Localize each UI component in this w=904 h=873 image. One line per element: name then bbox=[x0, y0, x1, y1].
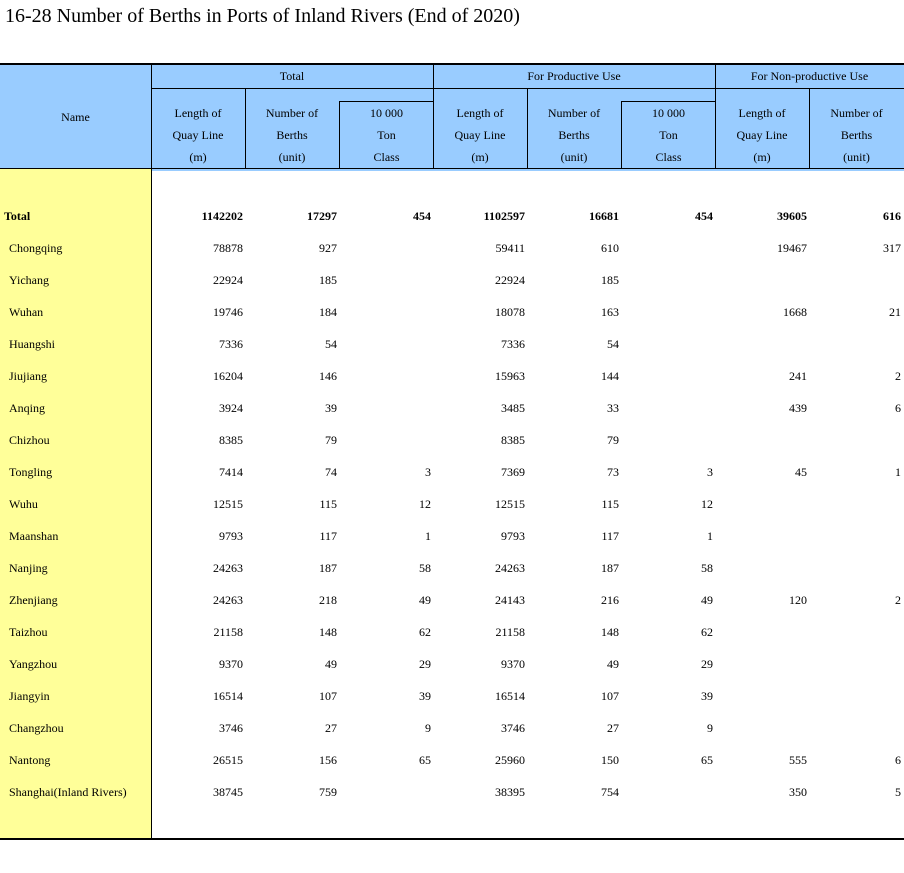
table-cell: 555 bbox=[789, 753, 807, 767]
table-cell: 21158 bbox=[495, 625, 525, 639]
subheader-line: Class bbox=[373, 150, 400, 164]
table-cell: 9 bbox=[425, 721, 431, 735]
table-cell: 150 bbox=[601, 753, 619, 767]
table-cell: 3 bbox=[425, 465, 431, 479]
table-cell: 759 bbox=[319, 785, 337, 799]
subheader-line: (m) bbox=[189, 150, 207, 164]
table-cell: 454 bbox=[413, 209, 431, 223]
table-cell: 350 bbox=[789, 785, 807, 799]
table-row bbox=[0, 488, 904, 520]
table-cell: 9 bbox=[707, 721, 713, 735]
table-cell: 115 bbox=[601, 497, 619, 511]
group-non-productive: For Non-productive Use bbox=[750, 69, 869, 83]
table-cell: 187 bbox=[319, 561, 337, 575]
port-name: Tongling bbox=[9, 465, 53, 479]
table-cell: 3485 bbox=[501, 401, 525, 415]
port-name: Yichang bbox=[9, 273, 49, 287]
table-cell: 49 bbox=[607, 657, 619, 671]
table-cell: 39 bbox=[701, 689, 713, 703]
subheader-cell bbox=[151, 102, 245, 168]
table-row bbox=[0, 296, 904, 328]
page-title: 16-28 Number of Berths in Ports of Inland Rivers (End of 2020) bbox=[5, 5, 520, 27]
table-cell: 107 bbox=[601, 689, 619, 703]
table-cell: 115 bbox=[319, 497, 337, 511]
table-row bbox=[0, 552, 904, 584]
table-cell: 12 bbox=[419, 497, 431, 511]
table-cell: 18078 bbox=[495, 305, 525, 319]
table-cell: 22924 bbox=[495, 273, 525, 287]
table-cell: 24263 bbox=[213, 593, 243, 607]
table-cell: 12 bbox=[701, 497, 713, 511]
table-cell: 78878 bbox=[213, 241, 243, 255]
table-row bbox=[0, 584, 904, 616]
table-row bbox=[0, 520, 904, 552]
table-cell: 7414 bbox=[219, 465, 243, 479]
table-cell: 187 bbox=[601, 561, 619, 575]
subheader-cell bbox=[715, 102, 809, 168]
header-rule bbox=[0, 168, 904, 169]
subheader-line: Length of bbox=[174, 106, 222, 120]
subheader-line: (unit) bbox=[560, 150, 588, 164]
table-cell: 29 bbox=[419, 657, 431, 671]
subheader-line: (m) bbox=[471, 150, 489, 164]
table-cell: 39 bbox=[419, 689, 431, 703]
table-cell: 1 bbox=[425, 529, 431, 543]
port-name: Shanghai(Inland Rivers) bbox=[9, 785, 127, 799]
table-cell: 184 bbox=[319, 305, 337, 319]
table-row bbox=[0, 264, 904, 296]
table-cell: 120 bbox=[789, 593, 807, 607]
table-cell: 185 bbox=[319, 273, 337, 287]
table-cell: 454 bbox=[695, 209, 713, 223]
table-cell: 317 bbox=[883, 241, 901, 255]
table-cell: 5 bbox=[895, 785, 901, 799]
subheader-line: (unit) bbox=[843, 150, 870, 164]
subheader-line: Ton bbox=[659, 128, 678, 142]
table-cell: 59411 bbox=[495, 241, 525, 255]
table-cell: 12515 bbox=[495, 497, 525, 511]
port-name: Taizhou bbox=[9, 625, 48, 639]
table-cell: 27 bbox=[607, 721, 619, 735]
table-cell: 21158 bbox=[213, 625, 243, 639]
table-cell: 1 bbox=[895, 465, 901, 479]
table-cell: 6 bbox=[895, 753, 901, 767]
table-cell: 1668 bbox=[783, 305, 807, 319]
subheader-line: Length of bbox=[738, 106, 786, 120]
port-name: Anqing bbox=[9, 401, 45, 415]
table-row bbox=[0, 456, 904, 488]
port-name: Changzhou bbox=[9, 721, 64, 735]
port-name: Zhenjiang bbox=[9, 593, 58, 607]
subheader-line: 10 000 bbox=[652, 106, 685, 120]
subheader-line: Berths bbox=[276, 128, 308, 142]
group-productive: For Productive Use bbox=[527, 69, 621, 83]
table-cell: 148 bbox=[319, 625, 337, 639]
table-cell: 54 bbox=[607, 337, 619, 351]
table-cell: 58 bbox=[419, 561, 431, 575]
table-cell: 7336 bbox=[501, 337, 525, 351]
port-name: Jiujiang bbox=[9, 369, 47, 383]
table-cell: 1142202 bbox=[201, 209, 243, 223]
subheader-line: (unit) bbox=[278, 150, 306, 164]
table-cell: 16514 bbox=[495, 689, 525, 703]
table-cell: 439 bbox=[789, 401, 807, 415]
subheader-line: Berths bbox=[840, 128, 873, 142]
subheader-line: Quay Line bbox=[454, 128, 506, 142]
subheader-cell bbox=[809, 102, 904, 168]
table-cell: 241 bbox=[789, 369, 807, 383]
table-cell: 29 bbox=[701, 657, 713, 671]
table-cell: 65 bbox=[419, 753, 431, 767]
subheader-line: Quay Line bbox=[736, 128, 788, 142]
table-row bbox=[0, 712, 904, 744]
table-row bbox=[0, 232, 904, 264]
subheader-cell bbox=[433, 102, 527, 168]
table-row bbox=[0, 744, 904, 776]
table-cell: 610 bbox=[601, 241, 619, 255]
table-cell: 9370 bbox=[501, 657, 525, 671]
table-cell: 3 bbox=[707, 465, 713, 479]
table-cell: 2 bbox=[895, 369, 901, 383]
subheader-cell bbox=[621, 102, 716, 168]
table-cell: 9793 bbox=[501, 529, 525, 543]
port-name: Chizhou bbox=[9, 433, 50, 447]
subheader-cell bbox=[527, 102, 621, 168]
table-cell: 7369 bbox=[501, 465, 525, 479]
table-cell: 117 bbox=[601, 529, 619, 543]
table-cell: 25960 bbox=[495, 753, 525, 767]
port-name: Maanshan bbox=[9, 529, 59, 543]
table-cell: 54 bbox=[325, 337, 337, 351]
table-row-total bbox=[0, 200, 904, 232]
table-row bbox=[0, 648, 904, 680]
table-cell: 65 bbox=[701, 753, 713, 767]
table-cell: 33 bbox=[607, 401, 619, 415]
table-cell: 79 bbox=[607, 433, 619, 447]
table-cell: 38395 bbox=[495, 785, 525, 799]
table-cell: 1102597 bbox=[483, 209, 525, 223]
table-cell: 24263 bbox=[495, 561, 525, 575]
table-cell: 117 bbox=[319, 529, 337, 543]
port-name: Wuhan bbox=[9, 305, 44, 319]
table-cell: 107 bbox=[319, 689, 337, 703]
table-cell: 9370 bbox=[219, 657, 243, 671]
subheader-line: 10 000 bbox=[370, 106, 403, 120]
port-name: Yangzhou bbox=[9, 657, 58, 671]
table-cell: 216 bbox=[601, 593, 619, 607]
table-cell: 73 bbox=[607, 465, 619, 479]
table-cell: 8385 bbox=[219, 433, 243, 447]
table-cell: 3924 bbox=[219, 401, 243, 415]
table-cell: 148 bbox=[601, 625, 619, 639]
table-row bbox=[0, 424, 904, 456]
table-cell: 163 bbox=[601, 305, 619, 319]
table-cell: 79 bbox=[325, 433, 337, 447]
table-row bbox=[0, 680, 904, 712]
table-cell: 74 bbox=[325, 465, 337, 479]
table-cell: 156 bbox=[319, 753, 337, 767]
subheader-line: Quay Line bbox=[172, 128, 224, 142]
subheader-line: Berths bbox=[558, 128, 590, 142]
port-name: Nantong bbox=[9, 753, 51, 767]
subheader-line: Ton bbox=[377, 128, 396, 142]
bottom-rule bbox=[0, 838, 904, 840]
table-cell: 15963 bbox=[495, 369, 525, 383]
table-cell: 16204 bbox=[213, 369, 243, 383]
table-cell: 3746 bbox=[219, 721, 243, 735]
table-cell: 49 bbox=[325, 657, 337, 671]
table-cell: 27 bbox=[325, 721, 337, 735]
table-cell: 58 bbox=[701, 561, 713, 575]
table-cell: 218 bbox=[319, 593, 337, 607]
subheader-line: Length of bbox=[456, 106, 504, 120]
subheader-cell bbox=[245, 102, 339, 168]
port-name: Wuhu bbox=[9, 497, 38, 511]
table-cell: 45 bbox=[795, 465, 807, 479]
table-cell: 2 bbox=[895, 593, 901, 607]
table-cell: 49 bbox=[419, 593, 431, 607]
table-cell: 16681 bbox=[589, 209, 619, 223]
table-cell: 754 bbox=[601, 785, 619, 799]
port-name: Total bbox=[4, 209, 31, 223]
table-cell: 39 bbox=[325, 401, 337, 415]
table-cell: 17297 bbox=[307, 209, 337, 223]
table-row bbox=[0, 616, 904, 648]
table-row bbox=[0, 776, 904, 808]
port-name: Jiangyin bbox=[9, 689, 50, 703]
port-name: Nanjing bbox=[9, 561, 48, 575]
table-cell: 19746 bbox=[213, 305, 243, 319]
subheader-line: Number of bbox=[830, 106, 883, 120]
table-cell: 62 bbox=[701, 625, 713, 639]
table-row bbox=[0, 392, 904, 424]
table-cell: 6 bbox=[895, 401, 901, 415]
table-cell: 616 bbox=[883, 209, 901, 223]
table-cell: 16514 bbox=[213, 689, 243, 703]
table-cell: 9793 bbox=[219, 529, 243, 543]
table-cell: 24263 bbox=[213, 561, 243, 575]
table-cell: 22924 bbox=[213, 273, 243, 287]
group-total: Total bbox=[279, 69, 305, 83]
table-cell: 927 bbox=[319, 241, 337, 255]
subheader-cell bbox=[339, 102, 434, 168]
table-cell: 8385 bbox=[501, 433, 525, 447]
table-row bbox=[0, 328, 904, 360]
table-cell: 62 bbox=[419, 625, 431, 639]
table-cell: 19467 bbox=[777, 241, 807, 255]
table-cell: 7336 bbox=[219, 337, 243, 351]
port-name: Chongqing bbox=[9, 241, 63, 255]
port-name: Huangshi bbox=[9, 337, 55, 351]
table-cell: 39605 bbox=[777, 209, 807, 223]
table-cell: 49 bbox=[701, 593, 713, 607]
subheader-line: Number of bbox=[547, 106, 601, 120]
table-row bbox=[0, 360, 904, 392]
header-name: Name bbox=[61, 110, 90, 124]
table-cell: 185 bbox=[601, 273, 619, 287]
subheader-line: Class bbox=[655, 150, 682, 164]
subheader-line: (m) bbox=[753, 150, 771, 164]
table-cell: 24143 bbox=[495, 593, 525, 607]
subheader-line: Number of bbox=[265, 106, 319, 120]
table-cell: 26515 bbox=[213, 753, 243, 767]
table-cell: 146 bbox=[319, 369, 337, 383]
table-cell: 21 bbox=[889, 305, 901, 319]
table-cell: 38745 bbox=[213, 785, 243, 799]
table-cell: 144 bbox=[601, 369, 619, 383]
table-cell: 12515 bbox=[213, 497, 243, 511]
table-cell: 3746 bbox=[501, 721, 525, 735]
header-rule bbox=[151, 88, 904, 89]
table-cell: 1 bbox=[707, 529, 713, 543]
